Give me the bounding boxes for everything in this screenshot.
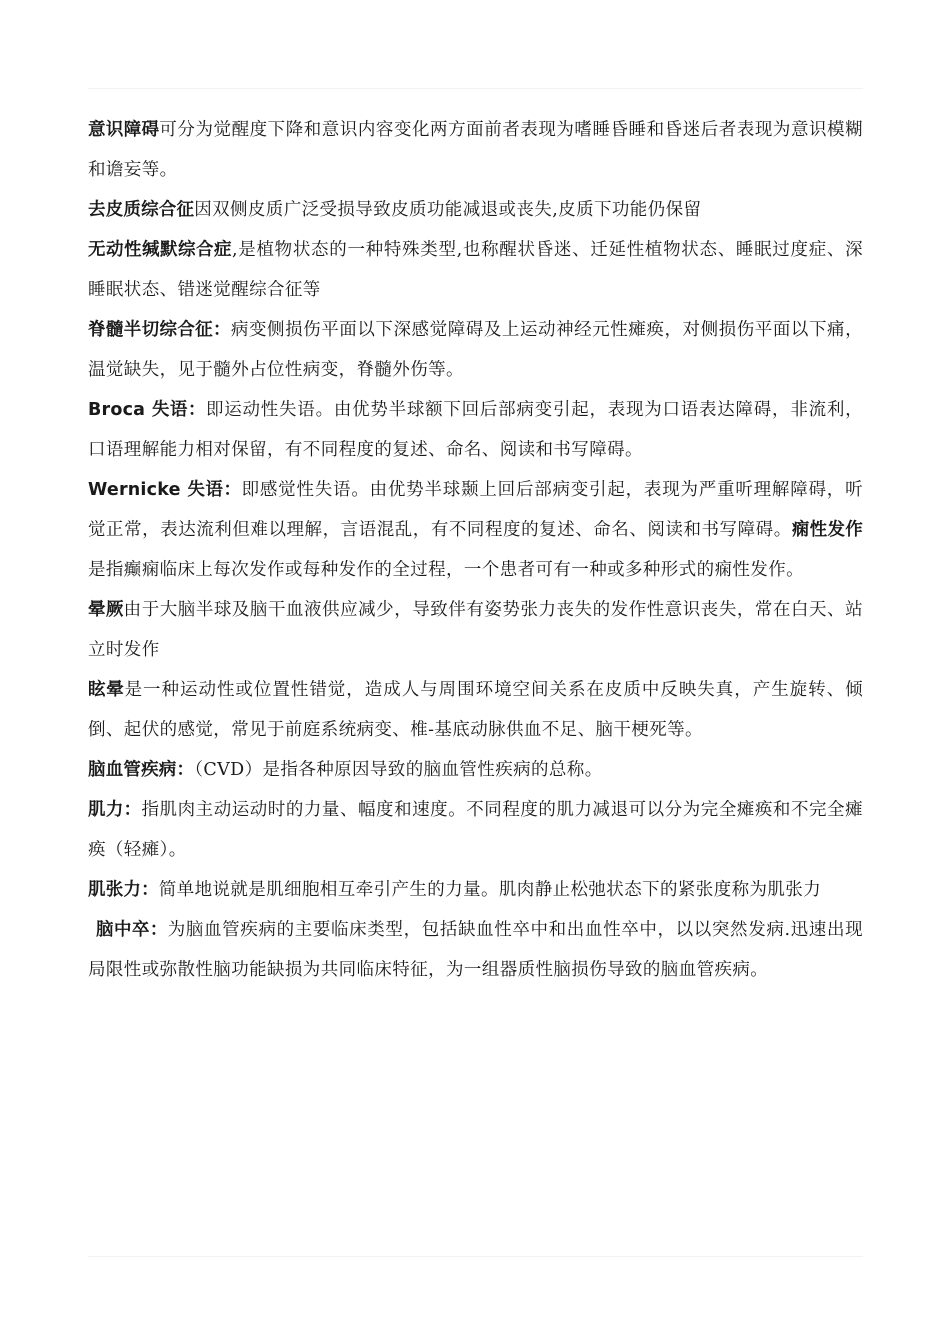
definition-text: 即感觉性失语。由优势半球颞上回后部病变引起，表现为严重听理解障碍，听觉正常，表达流利但难以理解，言语混乱，有不同程度的复述、命名、阅读和书写障碍。 bbox=[88, 480, 863, 540]
definition-text: （CVD）是指各种原因导致的脑血管性疾病的总称。 bbox=[194, 760, 603, 780]
definition-wernicke-aphasia bbox=[88, 470, 863, 590]
term-label: 无动性缄默综合症 bbox=[88, 240, 232, 260]
term-label: Broca 失语： bbox=[88, 400, 207, 420]
definition-text: 简单地说就是肌细胞相互牵引产生的力量。肌肉静止松弛状态下的紧张度称为肌张力 bbox=[158, 880, 822, 900]
term-label: 脑血管疾病： bbox=[88, 760, 195, 780]
term-label: Wernicke 失语： bbox=[88, 480, 242, 500]
term-label-seizure: 痫性发作 bbox=[791, 520, 863, 540]
definition-text: 病变侧损伤平面以下深感觉障碍及上运动神经元性瘫痪，对侧损伤平面以下痛，温觉缺失，见于髓外占位性病变，脊髓外伤等。 bbox=[88, 320, 863, 380]
definition-text: 是一种运动性或位置性错觉，造成人与周围环境空间关系在皮质中反映失真，产生旋转、倾倒、起伏的感觉，常见于前庭系统病变、椎-基底动脉供血不足、脑干梗死等。 bbox=[88, 680, 864, 740]
term-label: 脑中卒： bbox=[96, 920, 168, 940]
definition-text: 可分为觉醒度下降和意识内容变化两方面前者表现为嗜睡昏睡和昏迷后者表现为意识模糊和谵妄等。 bbox=[88, 120, 863, 180]
definition-text: 因双侧皮质广泛受损导致皮质功能减退或丧失,皮质下功能仍保留 bbox=[194, 200, 702, 220]
header-rule bbox=[88, 88, 863, 89]
footer-rule bbox=[88, 1256, 863, 1257]
definition-text: 即运动性失语。由优势半球额下回后部病变引起，表现为口语表达障碍，非流利，口语理解能力相对保留，有不同程度的复述、命名、阅读和书写障碍。 bbox=[88, 400, 863, 460]
definition-text: 指肌肉主动运动时的力量、幅度和速度。不同程度的肌力减退可以分为完全瘫痪和不完全瘫痪（轻瘫）。 bbox=[88, 800, 863, 860]
term-label: 肌力： bbox=[88, 800, 142, 820]
definition-broca-aphasia bbox=[88, 390, 863, 470]
definition-text: ,是植物状态的一种特殊类型,也称醒状昏迷、迁延性植物状态、睡眠过度症、深睡眠状态、错迷觉醒综合征等 bbox=[88, 240, 863, 300]
definition-text: 由于大脑半球及脑干血液供应减少，导致伴有姿势张力丧失的发作性意识丧失，常在白天、站立时发作 bbox=[88, 600, 863, 660]
definition-decorticate-syndrome bbox=[88, 190, 863, 230]
definition-cerebrovascular-disease bbox=[88, 750, 863, 790]
term-label: 肌张力： bbox=[88, 880, 159, 900]
definition-text: 为脑血管疾病的主要临床类型，包括缺血性卒中和出血性卒中，以以突然发病.迅速出现局限性或弥散性脑功能缺损为共同临床特征，为一组器质性脑损伤导致的脑血管疾病。 bbox=[88, 920, 863, 980]
definition-consciousness-disorder bbox=[88, 110, 863, 190]
term-label: 晕厥 bbox=[88, 600, 124, 620]
definition-vertigo bbox=[88, 670, 863, 750]
term-label: 脊髓半切综合征： bbox=[88, 320, 231, 340]
term-label: 意识障碍 bbox=[88, 120, 160, 140]
document-body bbox=[88, 110, 863, 990]
definition-muscle-strength bbox=[88, 790, 863, 870]
definition-brown-sequard bbox=[88, 310, 863, 390]
term-label: 去皮质综合征 bbox=[88, 200, 195, 220]
term-label: 眩晕 bbox=[88, 680, 125, 700]
definition-stroke bbox=[88, 910, 863, 990]
definition-akinetic-mutism bbox=[88, 230, 863, 310]
definition-syncope bbox=[88, 590, 863, 670]
definition-muscle-tone bbox=[88, 870, 863, 910]
definition-text-seizure: 是指癫痫临床上每次发作或每种发作的全过程，一个患者可有一种或多种形式的痫性发作。 bbox=[88, 560, 804, 580]
